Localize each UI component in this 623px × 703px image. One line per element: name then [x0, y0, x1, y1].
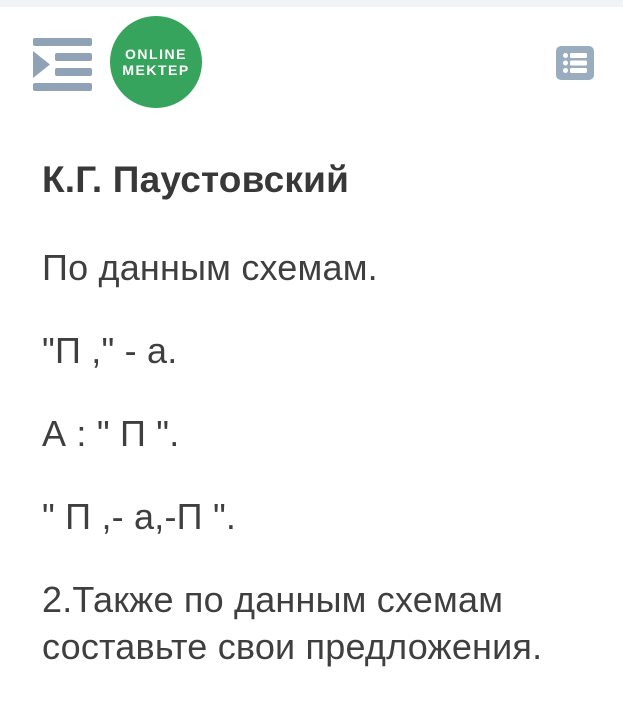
page-title: К.Г. Паустовский — [42, 159, 350, 200]
logo-text-line1: ONLINE — [125, 46, 187, 62]
logo-text-line2: MEKTEP — [122, 62, 190, 78]
header — [0, 0, 623, 130]
paragraph-schema-1: "П ," - а. — [42, 330, 178, 371]
list-icon — [563, 53, 587, 73]
paragraph-schema-2: А : " П ". — [42, 413, 180, 454]
sidebar-toggle-icon — [31, 38, 94, 92]
content — [42, 158, 593, 670]
paragraph-schemas-intro: По данным схемам. — [42, 247, 378, 288]
paragraph-schema-3: " П ,- а,-П ". — [42, 496, 237, 537]
paragraph-task-2: 2.Также по данным схемам составьте свои предложения. — [42, 579, 543, 667]
list-button[interactable] — [556, 46, 594, 80]
sidebar-toggle-button[interactable] — [31, 38, 94, 92]
logo[interactable] — [110, 16, 202, 108]
